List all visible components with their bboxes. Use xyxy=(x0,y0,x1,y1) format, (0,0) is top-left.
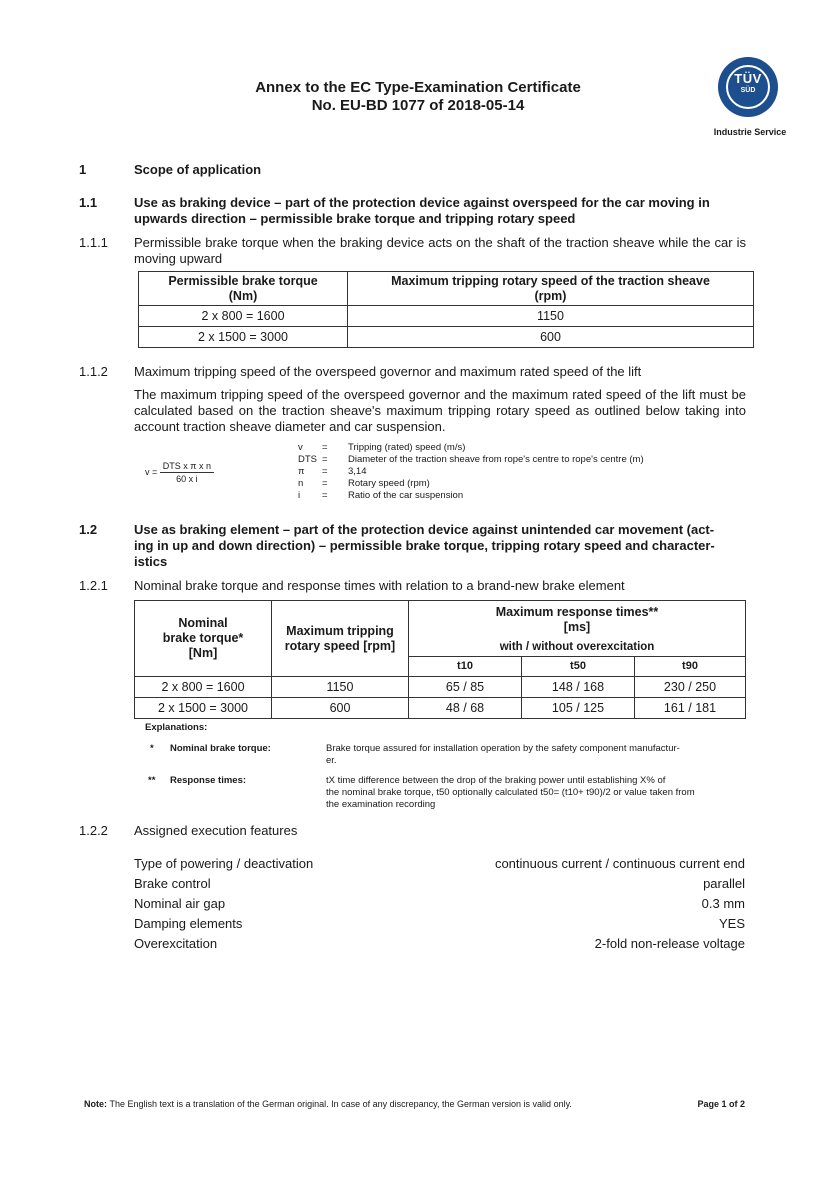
footer-note-label: Note: xyxy=(84,1099,107,1109)
table-cell: 148 / 168 xyxy=(522,677,635,698)
page-number: Page 1 of 2 xyxy=(697,1099,745,1109)
section-number: 1.1.1 xyxy=(79,235,108,250)
section-title-line: istics xyxy=(134,554,168,569)
logo-caption: Industrie Service xyxy=(713,127,787,137)
table-row xyxy=(135,677,746,698)
footnote-label: Nominal brake torque: xyxy=(170,743,271,754)
table-header: Maximum response times** [ms] xyxy=(409,601,746,639)
footnote-marker: ** xyxy=(148,775,156,786)
section-text: Maximum tripping speed of the overspeed governor and maximum rated speed of the lift xyxy=(134,364,642,379)
section-number: 1.2.2 xyxy=(79,823,108,838)
footnote-label: Response times: xyxy=(170,775,247,786)
table-cell: 1150 xyxy=(272,677,409,698)
table-cell: 1150 xyxy=(348,306,754,327)
explanations-heading: Explanations: xyxy=(145,722,208,733)
table-cell: 2 x 1500 = 3000 xyxy=(139,327,348,348)
variable-row: v = Tripping (rated) speed (m/s) xyxy=(298,442,466,453)
document-title: Annex to the EC Type-Examination Certificate xyxy=(255,79,581,96)
feature-name: Type of powering / deactivation xyxy=(134,856,314,871)
section-number: 1.2 xyxy=(79,522,98,537)
footnote-text: tX time difference between the drop of the braking power until establishing X% of xyxy=(326,775,666,786)
table-header-t90: t90 xyxy=(635,657,746,677)
footnote-text: the nominal brake torque, t50 optionally calculated t50= (t10+ t90)/2 or value taken from xyxy=(326,787,695,798)
section-text: Nominal brake torque and response times with relation to a brand-new brake element xyxy=(134,578,625,593)
table-header-t50: t50 xyxy=(522,657,635,677)
table-cell: 48 / 68 xyxy=(409,698,522,719)
variable-row: i = Ratio of the car suspension xyxy=(298,490,464,501)
response-times-table xyxy=(134,600,746,719)
table-cell: 105 / 125 xyxy=(522,698,635,719)
feature-name: Nominal air gap xyxy=(134,896,226,911)
table-header: Permissible brake torque (Nm) xyxy=(139,272,348,306)
section-number: 1.1.2 xyxy=(79,364,108,379)
table-header: Nominal brake torque* [Nm] xyxy=(135,601,272,677)
section-title: Scope of application xyxy=(134,162,262,177)
section-title: Assigned execution features xyxy=(134,823,298,838)
table-cell: 2 x 800 = 1600 xyxy=(135,677,272,698)
feature-name: Brake control xyxy=(134,876,211,891)
feature-value: 2-fold non-release voltage xyxy=(594,936,745,951)
formula-denominator: 60 x i xyxy=(176,474,198,484)
section-number: 1 xyxy=(79,162,87,177)
section-text: Permissible brake torque when the braking device acts on the shaft of the traction sheave while the car is moving upward xyxy=(134,235,746,266)
feature-name: Overexcitation xyxy=(134,936,218,951)
certificate-number: No. EU-BD 1077 of 2018-05-14 xyxy=(311,97,525,114)
table-cell: 2 x 800 = 1600 xyxy=(139,306,348,327)
speed-formula: v = $\frac{\text{DTS x π x n}}{\text{60 x i}}$ xyxy=(145,461,214,484)
table-header: Maximum tripping rotary speed of the traction sheave (rpm) xyxy=(348,272,754,306)
section-paragraph: The maximum tripping speed of the overspeed governor and the maximum rated speed of the lift must be calculated based on the traction sheave's maximum tripping rotary speed as outlined below taking into account traction sheave diameter and car suspension. xyxy=(134,387,746,434)
formula-numerator: DTS x π x n xyxy=(160,461,214,473)
logo-subtext: SÜD xyxy=(740,87,756,94)
section-title-line: Use as braking element – part of the protection device against unintended car movement (act- xyxy=(134,522,715,537)
table-row xyxy=(139,327,754,348)
table-cell: 161 / 181 xyxy=(635,698,746,719)
table-cell: 230 / 250 xyxy=(635,677,746,698)
footer-note xyxy=(84,1099,572,1109)
table-cell: 2 x 1500 = 3000 xyxy=(135,698,272,719)
section-title: Use as braking device – part of the protection device against overspeed for the car moving in upwards direction – permissible brake torque and tripping rotary speed xyxy=(134,195,710,226)
feature-value: parallel xyxy=(703,876,745,891)
table-cell: 600 xyxy=(272,698,409,719)
brake-torque-table xyxy=(138,271,754,348)
footnote-text: er. xyxy=(326,755,337,766)
footnote-marker: * xyxy=(150,743,154,754)
table-cell: 600 xyxy=(348,327,754,348)
variable-row: DTS = Diameter of the traction sheave from rope's centre to rope's centre (m) xyxy=(298,454,644,465)
variable-row: n = Rotary speed (rpm) xyxy=(298,478,430,489)
section-number: 1.2.1 xyxy=(79,578,108,593)
feature-value: 0.3 mm xyxy=(701,896,745,911)
feature-name: Damping elements xyxy=(134,916,243,931)
feature-value: YES xyxy=(718,916,745,931)
table-row xyxy=(139,306,754,327)
feature-value: continuous current / continuous current end xyxy=(494,856,745,871)
table-header: with / without overexcitation xyxy=(409,639,746,657)
table-header: Maximum tripping rotary speed [rpm] xyxy=(272,601,409,677)
section-number: 1.1 xyxy=(79,195,98,210)
table-cell: 65 / 85 xyxy=(409,677,522,698)
logo-text: TÜV xyxy=(734,71,762,86)
table-row xyxy=(135,698,746,719)
formula-variables xyxy=(298,442,644,502)
footnote-text: Brake torque assured for installation operation by the safety component manufactur- xyxy=(326,743,680,754)
footer-note-text: The English text is a translation of the German original. In case of any discrepancy, the German version is valid only. xyxy=(109,1099,572,1109)
tuv-sud-logo xyxy=(718,57,778,117)
section-title-line: ing in up and down direction) – permissible brake torque, tripping rotary speed and character- xyxy=(134,538,715,553)
footnote-text: the examination recording xyxy=(326,799,436,810)
table-header-t10: t10 xyxy=(409,657,522,677)
variable-row: π = 3,14 xyxy=(298,466,367,477)
